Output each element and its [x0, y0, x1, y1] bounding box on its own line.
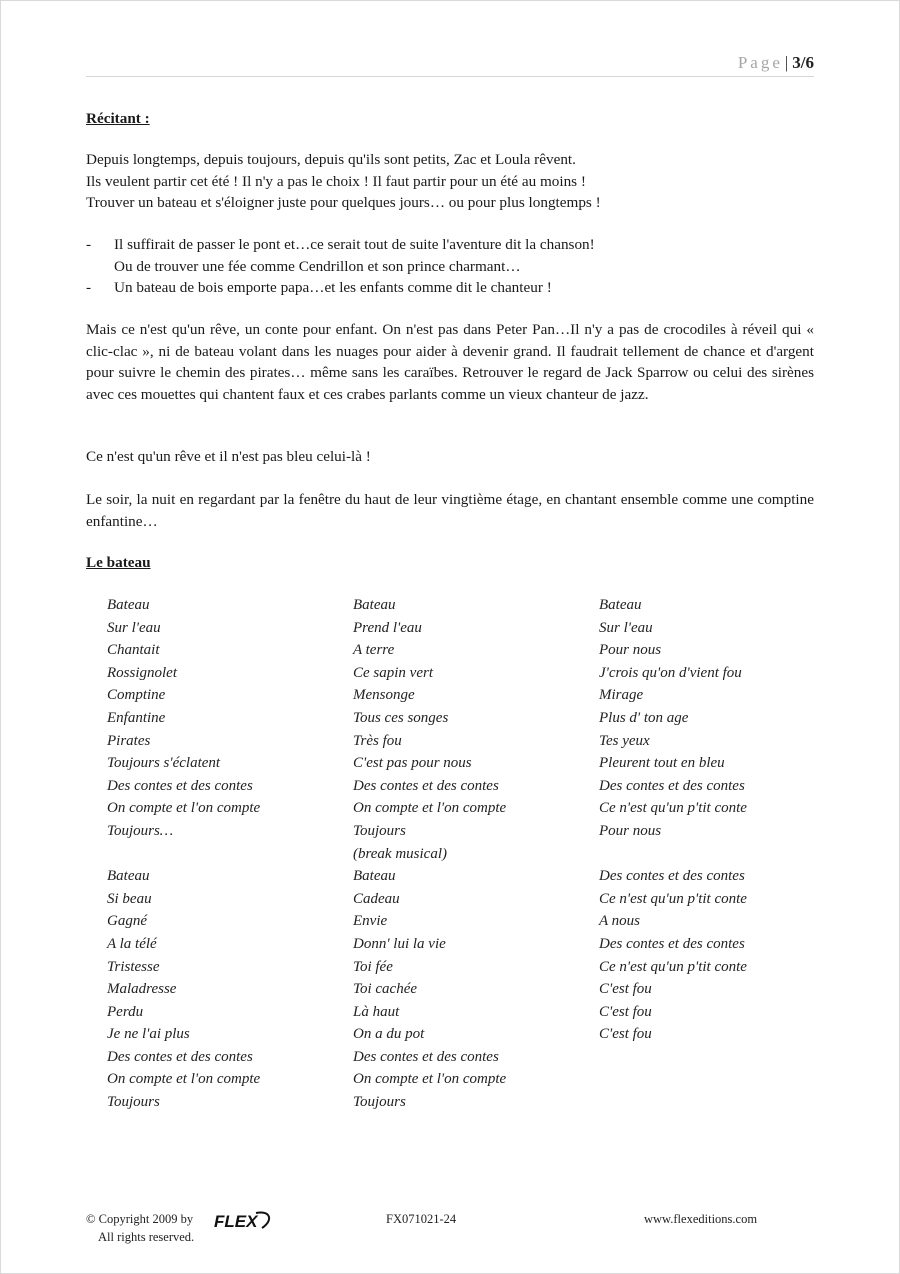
verse-2-column-2	[353, 865, 599, 1114]
lyric-line: Enfantine	[107, 709, 166, 726]
lyric-line: On compte et l'on compte	[353, 800, 507, 817]
lyric-line: A nous	[599, 913, 640, 930]
lyric-line: Tous ces songes	[353, 709, 449, 726]
paragraph-2: Ce n'est qu'un rêve et il n'est pas bleu celui-là !	[86, 448, 371, 465]
lyric-line: Des contes et des contes	[599, 868, 745, 885]
paragraph-2-block	[86, 446, 814, 468]
header-rule	[86, 76, 814, 77]
bullet-text-1: Il suffirait de passer le pont et…ce serait tout de suite l'aventure dit la chanson!	[114, 236, 595, 253]
lyric-line: C'est fou	[599, 981, 652, 998]
verse-2-column-1	[107, 865, 353, 1114]
lyric-line: Maladresse	[107, 981, 177, 998]
bullet-dash: -	[86, 279, 92, 296]
page-header	[738, 53, 814, 73]
website-link[interactable]: www.flexeditions.com	[644, 1212, 758, 1226]
lyric-line	[599, 1046, 787, 1069]
paragraph-1: Mais ce n'est qu'un rêve, un conte pour enfant. On n'est pas dans Peter Pan…Il n'y a pas de crocodiles à réveil qui « clic-clac », ni de bateau volant dans les nuages pour aider à devenir grand. Il faudrait tellement de chance et d'argent pour suivre le chemin des pirates… même sans les caraïbes. Retrouver le regard de Jack Sparrow ou celui des sirènes avec ces mouettes qui chantent faux et ces crabes parlants comme un vieux chanteur de jazz.	[86, 321, 814, 403]
intro-line-1: Depuis longtemps, depuis toujours, depuis qu'ils sont petits, Zac et Loula rêvent.	[86, 151, 576, 168]
lyric-line: On compte et l'on compte	[353, 1071, 507, 1088]
lyric-line: Toujours	[353, 1094, 406, 1111]
lyric-line: (break musical)	[353, 845, 447, 862]
lyric-line	[107, 843, 353, 866]
recitant-heading: Récitant :	[86, 110, 150, 127]
lyric-line: Toujours s'éclatent	[107, 755, 221, 772]
paragraph-3-block	[86, 489, 814, 532]
header-separator: |	[784, 53, 789, 72]
verse-1	[107, 594, 787, 865]
paragraph-3: Le soir, la nuit en regardant par la fenêtre du haut de leur vingtième étage, en chantant ensemble comme une comptine enfantine…	[86, 491, 814, 530]
recitant-heading-block	[86, 108, 814, 130]
lyric-line: A terre	[353, 642, 395, 659]
lyric-line: Tristesse	[107, 958, 160, 975]
intro-line-3: Trouver un bateau et s'éloigner juste pour quelques jours… ou pour plus longtemps !	[86, 194, 601, 211]
bullet-block	[86, 234, 814, 299]
copyright-text: © Copyright 2009 by	[86, 1212, 194, 1226]
page-label: Page	[737, 53, 783, 72]
lyric-line: Pleurent tout en bleu	[599, 755, 725, 772]
verse-2	[107, 865, 787, 1114]
bullet-text-1-cont: Ou de trouver une fée comme Cendrillon et son prince charmant…	[114, 257, 521, 275]
verse-1-column-3	[599, 594, 787, 865]
lyric-line: Bateau	[599, 597, 642, 613]
lyric-line: Mensonge	[353, 687, 415, 704]
lyric-line: Rossignolet	[107, 664, 177, 681]
lyric-line: Gagné	[107, 913, 147, 930]
lyric-line	[599, 1068, 787, 1091]
lyric-line: Prend l'eau	[353, 619, 422, 636]
lyric-line: Bateau	[353, 597, 396, 613]
page-number: 3/6	[792, 53, 814, 72]
lyric-line	[599, 843, 787, 866]
lyric-line: Donn' lui la vie	[353, 935, 446, 952]
lyric-line: C'est pas pour nous	[353, 755, 472, 772]
lyric-line: Chantait	[107, 642, 160, 659]
lyric-line: On compte et l'on compte	[107, 1071, 261, 1088]
lyric-line: Ce n'est qu'un p'tit conte	[599, 800, 747, 817]
lyric-line: Pour nous	[599, 642, 662, 659]
lyric-line: J'crois qu'on d'vient fou	[599, 664, 742, 681]
bullet-item-2	[86, 277, 814, 299]
lyric-line: Mirage	[599, 687, 644, 704]
lyric-line: Sur l'eau	[107, 619, 161, 636]
lyric-line: Comptine	[107, 687, 166, 704]
lyric-line: Des contes et des contes	[599, 935, 745, 952]
intro-line-2: Ils veulent partir cet été ! Il n'y a pas le choix ! Il faut partir pour un été au moins !	[86, 172, 586, 190]
lyric-line: Toi fée	[353, 958, 393, 975]
lyric-line: Toi cachée	[353, 981, 418, 998]
lyric-line: Pour nous	[599, 822, 662, 839]
lyric-line: Pirates	[107, 732, 151, 749]
lyric-line: Des contes et des contes	[353, 777, 499, 794]
reference-code: FX071021-24	[386, 1212, 457, 1226]
intro-block	[86, 149, 814, 214]
lyric-line: Des contes et des contes	[107, 777, 253, 794]
lyric-line: Des contes et des contes	[599, 777, 745, 794]
lyric-line: Bateau	[107, 597, 150, 613]
lyric-line: Perdu	[107, 1003, 144, 1020]
lyric-line: Tes yeux	[599, 732, 650, 749]
lyric-line: Toujours	[107, 1094, 160, 1111]
page-footer	[86, 1210, 786, 1250]
bullet-dash: -	[86, 236, 92, 253]
lyric-line: Je ne l'ai plus	[107, 1026, 190, 1043]
verse-1-column-2	[353, 594, 599, 865]
lyric-line: Bateau	[107, 868, 150, 885]
lyric-line: Cadeau	[353, 890, 400, 907]
lyric-line	[599, 1091, 787, 1114]
song-lyrics	[107, 594, 787, 1114]
lyric-line: Toujours…	[107, 822, 174, 839]
bullet-continuation	[86, 256, 814, 278]
lyric-line: Des contes et des contes	[107, 1048, 253, 1065]
lyric-line: C'est fou	[599, 1026, 652, 1043]
flex-logo-icon	[212, 1210, 276, 1232]
lyric-line: Ce sapin vert	[353, 664, 433, 681]
bullet-list	[86, 234, 814, 299]
verse-1-column-1	[107, 594, 353, 865]
lyric-line: Là haut	[353, 1003, 400, 1020]
lyric-line: Ce n'est qu'un p'tit conte	[599, 958, 747, 975]
song-heading-block	[86, 552, 814, 574]
verse-2-column-3	[599, 865, 787, 1114]
lyric-line: Des contes et des contes	[353, 1048, 499, 1065]
song-title: Le bateau	[86, 554, 151, 571]
lyric-line: On compte et l'on compte	[107, 800, 261, 817]
lyric-line: A la télé	[107, 935, 157, 952]
lyric-line: Si beau	[107, 890, 152, 907]
lyric-line: Envie	[353, 913, 388, 930]
logo-text: FLEX	[214, 1212, 258, 1231]
bullet-item-1	[86, 234, 814, 256]
lyric-line: On a du pot	[353, 1026, 425, 1043]
lyric-line: Ce n'est qu'un p'tit conte	[599, 890, 747, 907]
bullet-text-2: Un bateau de bois emporte papa…et les enfants comme dit le chanteur !	[114, 279, 552, 296]
lyric-line: Toujours	[353, 822, 406, 839]
lyric-line: Très fou	[353, 732, 402, 749]
lyric-line: C'est fou	[599, 1003, 652, 1020]
lyric-line: Plus d' ton age	[599, 709, 689, 726]
rights-text: All rights reserved.	[98, 1230, 195, 1244]
lyric-line: Bateau	[353, 868, 396, 885]
lyric-line: Sur l'eau	[599, 619, 653, 636]
paragraph-1-block	[86, 319, 814, 405]
